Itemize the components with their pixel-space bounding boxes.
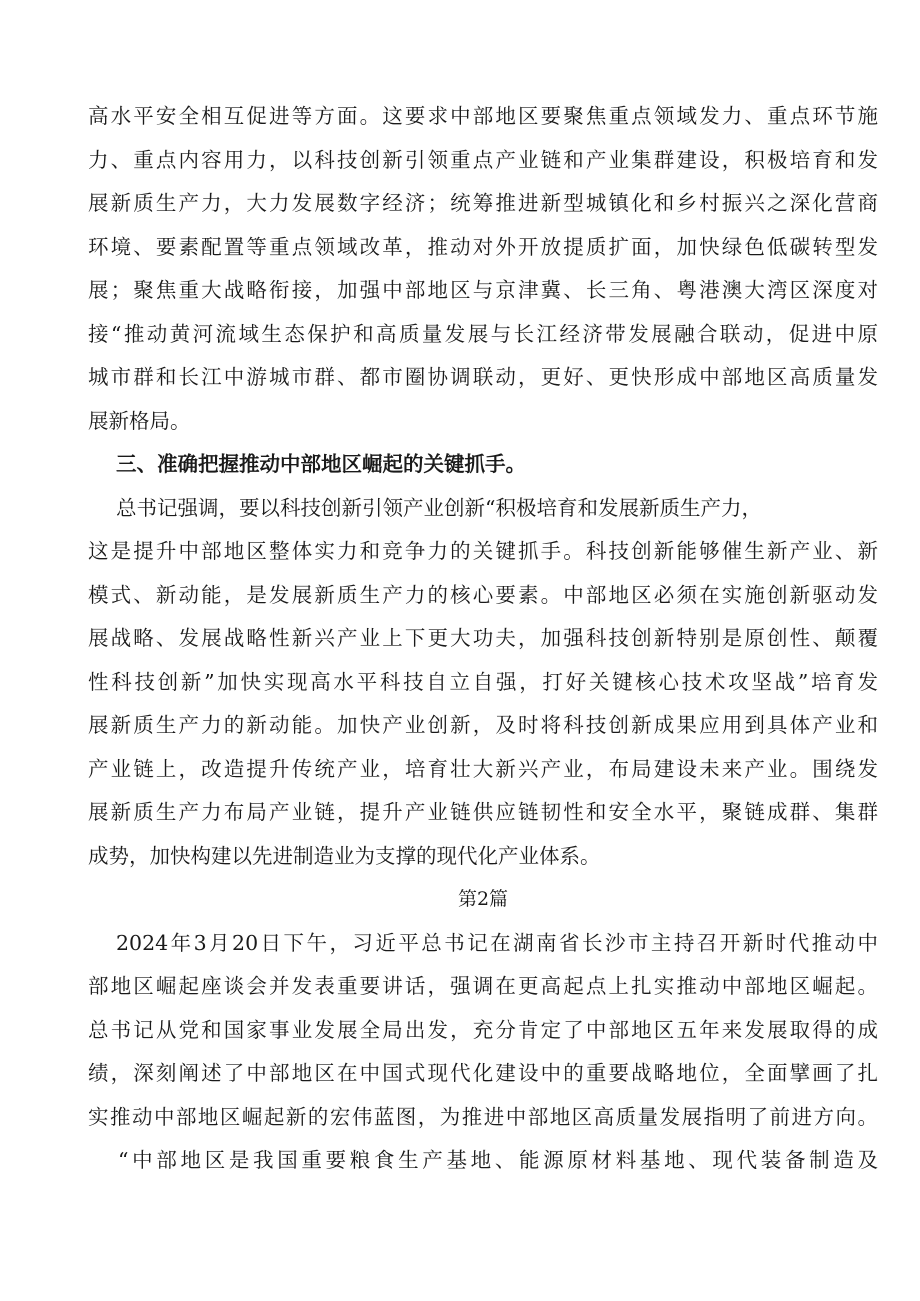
section-heading: 三、准确把握推动中部地区崛起的关键抓手。: [116, 452, 526, 476]
text-line: 高水平安全相互促进等方面。这要求中部地区要聚焦重点领域发力、重点环节施: [88, 104, 878, 128]
chapter-title: 第2篇: [457, 888, 509, 910]
text-line: 展新质生产力，大力发展数字经济；统筹推进新型城镇化和乡村振兴之深化营商: [88, 191, 878, 215]
text-line: 总书记从党和国家事业发展全局出发，充分肯定了中部地区五年来发展取得的成: [88, 1017, 878, 1042]
paragraph-4: [88, 1139, 878, 1183]
text-line: 展；聚焦重大战略衔接，加强中部地区与京津冀、长三角、粤港澳大湾区深度对: [88, 278, 878, 302]
text-line: 展新格局。: [88, 408, 191, 433]
text-line: 2024年3月20日下午，习近平总书记在湖南省长沙市主持召开新时代推动中: [116, 930, 878, 955]
text-line: 产业链上，改造提升传统产业，培育壮大新兴产业，布局建设未来产业。围绕发: [88, 756, 878, 781]
text-line: 模式、新动能，是发展新质生产力的核心要素。中部地区必须在实施创新驱动发: [88, 582, 878, 607]
text-line: 成势，加快构建以先进制造业为支撑的现代化产业体系。: [88, 843, 601, 868]
document-page: [88, 95, 878, 1183]
text-line: 实推动中部地区崛起新的宏伟蓝图，为推进中部地区高质量发展指明了前进方向。: [88, 1104, 878, 1129]
text-line: 展新质生产力的新动能。加快产业创新，及时将科技创新成果应用到具体产业和: [88, 713, 878, 737]
text-line: “中部地区是我国重要粮食生产基地、能源原材料基地、现代装备制造及: [118, 1148, 878, 1172]
text-line: 这是提升中部地区整体实力和竞争力的关键抓手。科技创新能够催生新产业、新: [88, 539, 878, 563]
text-line: 环境、要素配置等重点领域改革，推动对外开放提质扩面，加快绿色低碳转型发: [88, 234, 878, 259]
text-line: 接“推动黄河流域生态保护和高质量发展与长江经济带发展融合联动，促进中原: [88, 321, 878, 346]
text-line: 性科技创新”加快实现高水平科技自立自强，打好关键核心技术攻坚战”培育发: [88, 669, 878, 694]
text-line: 力、重点内容用力，以科技创新引领重点产业链和产业集群建设，积极培育和发: [88, 147, 878, 172]
paragraph-1: [88, 95, 878, 443]
text-line: 总书记强调，要以科技创新引领产业创新“积极培育和发展新质生产力，: [116, 495, 762, 520]
text-line: 展战略、发展战略性新兴产业上下更大功夫，加强科技创新特别是原创性、颠覆: [88, 626, 878, 650]
text-line: 展新质生产力布局产业链，提升产业链供应链韧性和安全水平，聚链成群、集群: [88, 800, 878, 824]
paragraph-3: [88, 922, 878, 1140]
paragraph-2: [88, 487, 878, 879]
text-line: 部地区崛起座谈会并发表重要讲话，强调在更高起点上扎实推动中部地区崛起。: [88, 974, 878, 998]
text-line: 绩，深刻阐述了中部地区在中国式现代化建设中的重要战略地位，全面擘画了扎: [88, 1061, 878, 1085]
text-line: 城市群和长江中游城市群、都市圈协调联动，更好、更快形成中部地区高质量发: [88, 365, 878, 389]
